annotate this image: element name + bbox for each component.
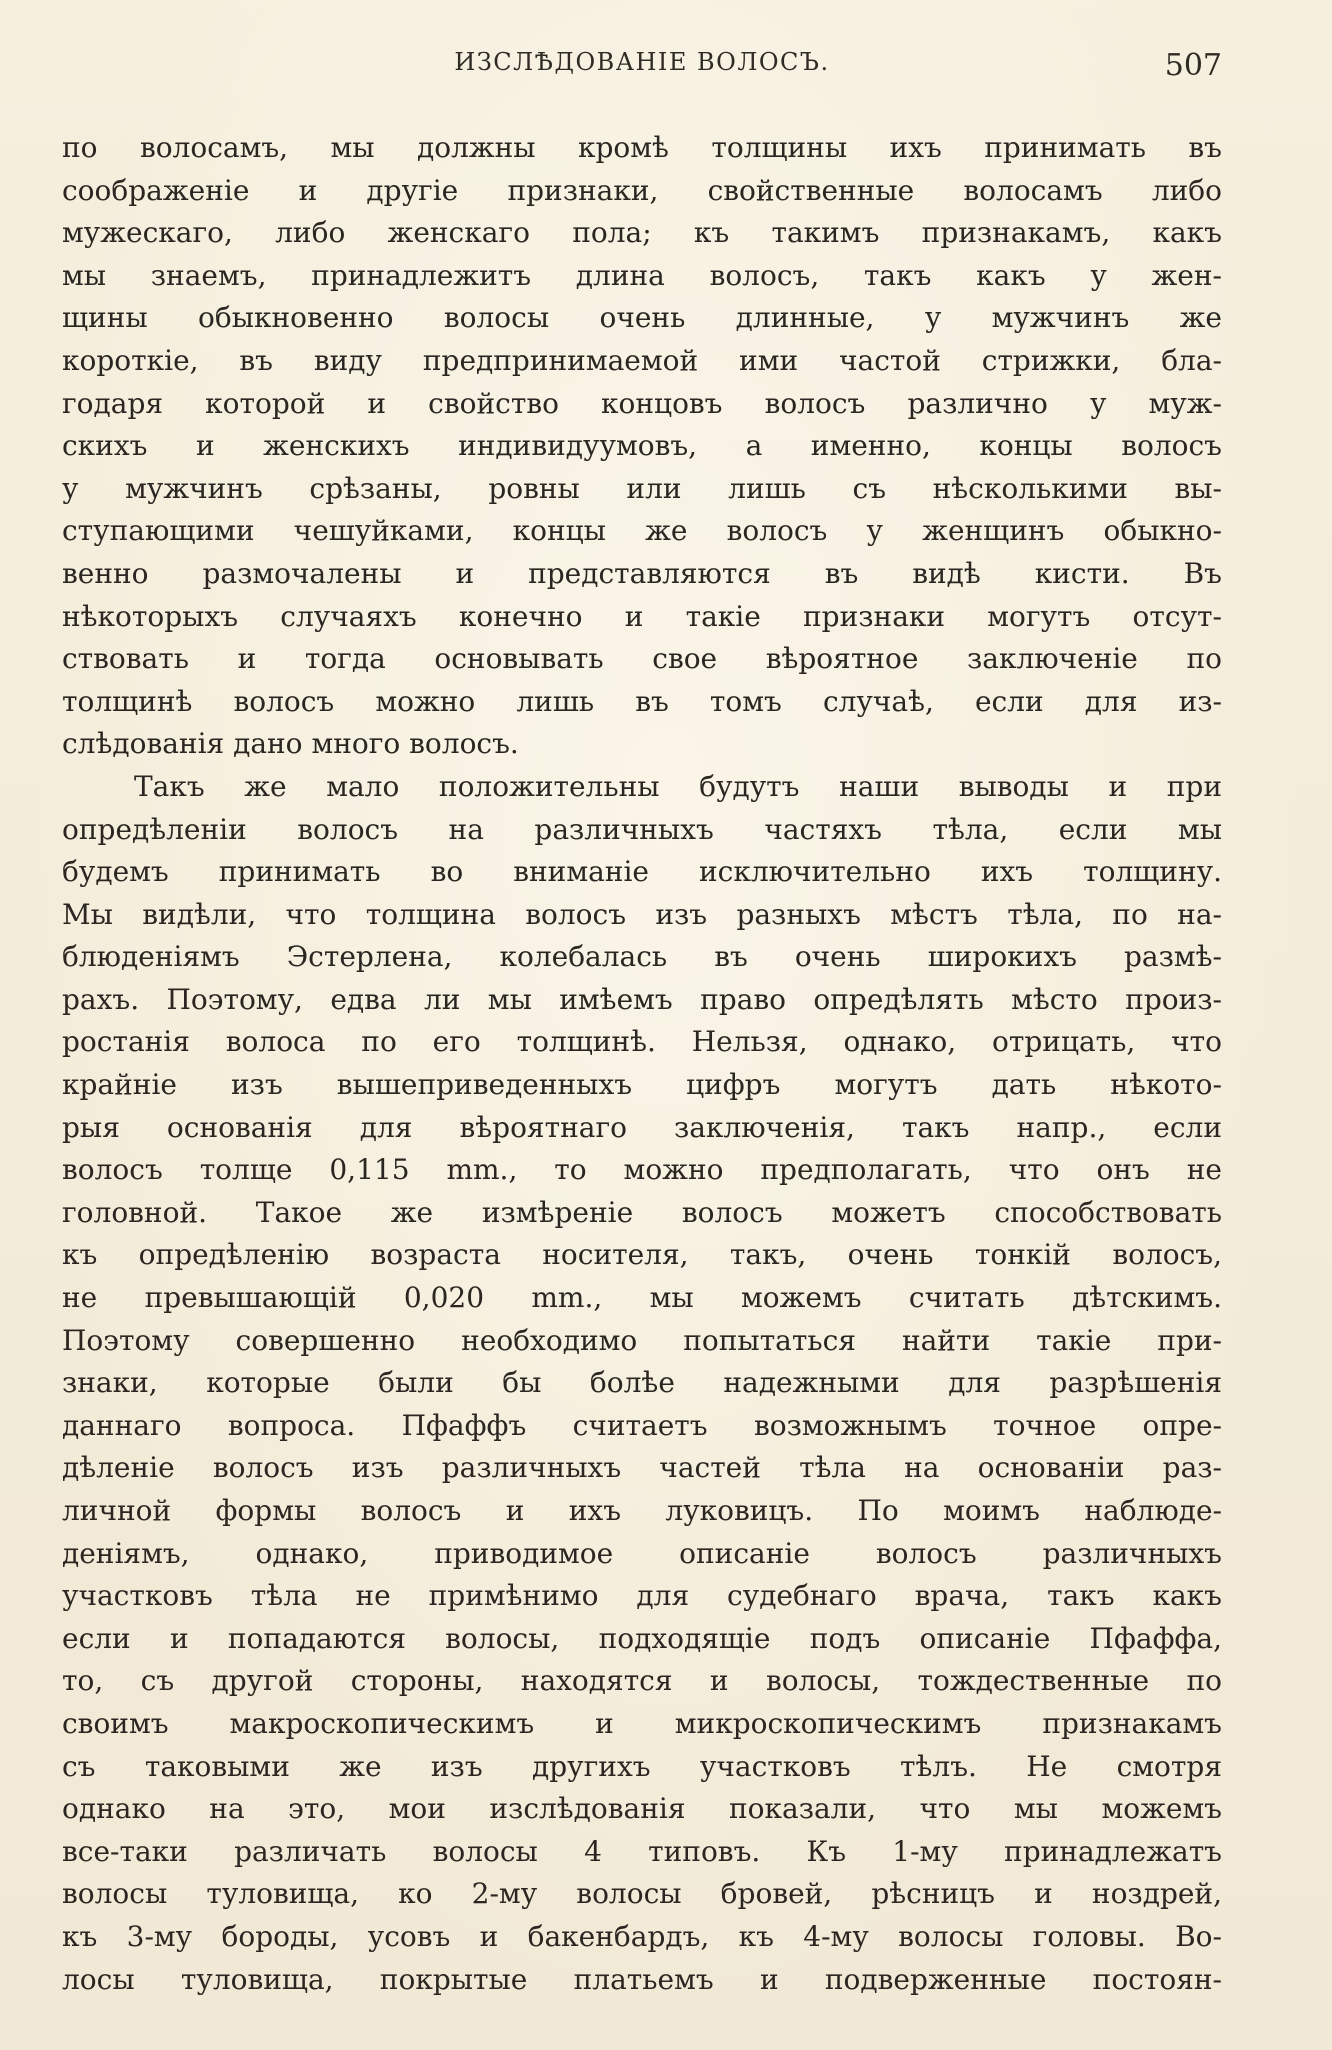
text-line: рыя основанія для вѣроятнаго заключенія, такъ напр., если (62, 1110, 1222, 1144)
text-line: блюденіямъ Эстерлена, колебалась въ очень широкихъ размѣ- (62, 940, 1222, 974)
paragraph-end-line: слѣдованія дано много волосъ. (62, 727, 519, 761)
text-line: личной формы волосъ и ихъ луковицъ. По моимъ наблюде- (62, 1494, 1222, 1527)
text-line: соображеніе и другіе признаки, свойственные волосамъ либо (62, 173, 1222, 207)
text-line: волосы туловища, ко 2-му волосы бровей, рѣсницъ и ноздрей, (62, 1877, 1222, 1911)
text-line: по волосамъ, мы должны кромѣ толщины ихъ принимать въ (62, 131, 1222, 164)
text-line: Поэтому совершенно необходимо попытаться найти такіе при- (62, 1323, 1222, 1357)
text-line: съ таковыми же изъ другихъ участковъ тѣлъ. Не смотря (62, 1749, 1222, 1783)
text-line: нѣкоторыхъ случаяхъ конечно и такіе признаки могутъ отсут- (62, 599, 1222, 633)
text-line: къ опредѣленію возраста носителя, такъ, очень тонкій волосъ, (62, 1238, 1222, 1272)
text-line: венно размочалены и представляются въ видѣ кисти. Въ (62, 556, 1222, 590)
text-line: ствовать и тогда основывать свое вѣроятное заключеніе по (62, 642, 1222, 676)
text-line: Мы видѣли, что толщина волосъ изъ разныхъ мѣстъ тѣла, по на- (62, 897, 1222, 931)
text-line: короткіе, въ виду предпринимаемой ими частой стрижки, бла- (62, 343, 1222, 377)
text-line: толщинѣ волосъ можно лишь въ томъ случаѣ, если для из- (62, 684, 1222, 718)
text-line: волосъ толще 0,115 mm., то можно предполагать, что онъ не (62, 1153, 1222, 1187)
page-header (62, 48, 1222, 88)
text-line: дѣленіе волосъ изъ различныхъ частей тѣла на основаніи раз- (62, 1451, 1222, 1485)
text-line: однако на это, мои изслѣдованія показали, что мы можемъ (62, 1792, 1222, 1826)
running-head: ИЗСЛѢДОВАНІЕ ВОЛОСЪ. (454, 48, 830, 76)
page-number: 507 (1164, 48, 1222, 83)
text-line: къ 3-му бороды, усовъ и бакенбардъ, къ 4-му волосы головы. Во- (62, 1919, 1222, 1953)
paragraph-first-line: Такъ же мало положительны будутъ наши выводы и при (134, 769, 1222, 803)
text-line: мы знаемъ, принадлежитъ длина волосъ, такъ какъ у жен- (62, 258, 1222, 292)
text-line: щины обыкновенно волосы очень длинные, у мужчинъ же (62, 301, 1222, 335)
text-line: участковъ тѣла не примѣнимо для судебнаго врача, такъ какъ (62, 1579, 1222, 1613)
text-line: знаки, которые были бы болѣе надежными для разрѣшенія (62, 1366, 1222, 1400)
body-text (62, 127, 1222, 2001)
text-line: то, съ другой стороны, находятся и волосы, тождественные по (62, 1664, 1222, 1698)
text-line: своимъ макроскопическимъ и микроскопическимъ признакамъ (62, 1706, 1222, 1740)
text-line: ростанія волоса по его толщинѣ. Нельзя, однако, отрицать, что (62, 1025, 1222, 1059)
text-line: мужескаго, либо женскаго пола; къ такимъ признакамъ, какъ (62, 216, 1222, 250)
text-line: ступающими чешуйками, концы же волосъ у женщинъ обыкно- (62, 514, 1222, 548)
text-line: даннаго вопроса. Пфаффъ считаетъ возможнымъ точное опре- (62, 1408, 1222, 1442)
text-line: головной. Такое же измѣреніе волосъ можетъ способствовать (62, 1195, 1222, 1229)
text-line: все-таки различать волосы 4 типовъ. Къ 1-му принадлежатъ (62, 1834, 1222, 1868)
text-line: годаря которой и свойство концовъ волосъ различно у муж- (62, 386, 1222, 420)
text-line: рахъ. Поэтому, едва ли мы имѣемъ право опредѣлять мѣсто произ- (62, 982, 1222, 1016)
text-line: крайніе изъ вышеприведенныхъ цифръ могутъ дать нѣкото- (62, 1068, 1222, 1102)
text-line: если и попадаются волосы, подходящіе подъ описаніе Пфаффа, (62, 1621, 1222, 1655)
text-line: опредѣленіи волосъ на различныхъ частяхъ тѣла, если мы (62, 812, 1222, 846)
text-line: скихъ и женскихъ индивидуумовъ, а именно, концы волосъ (62, 429, 1222, 463)
text-line: у мужчинъ срѣзаны, ровны или лишь съ нѣсколькими вы- (62, 471, 1222, 505)
text-line: будемъ принимать во вниманіе исключительно ихъ толщину. (62, 855, 1222, 889)
text-line: деніямъ, однако, приводимое описаніе волосъ различныхъ (62, 1536, 1222, 1570)
text-line: лосы туловища, покрытые платьемъ и подверженные постоян- (62, 1962, 1222, 1996)
text-line: не превышающій 0,020 mm., мы можемъ считать дѣтскимъ. (62, 1281, 1222, 1315)
